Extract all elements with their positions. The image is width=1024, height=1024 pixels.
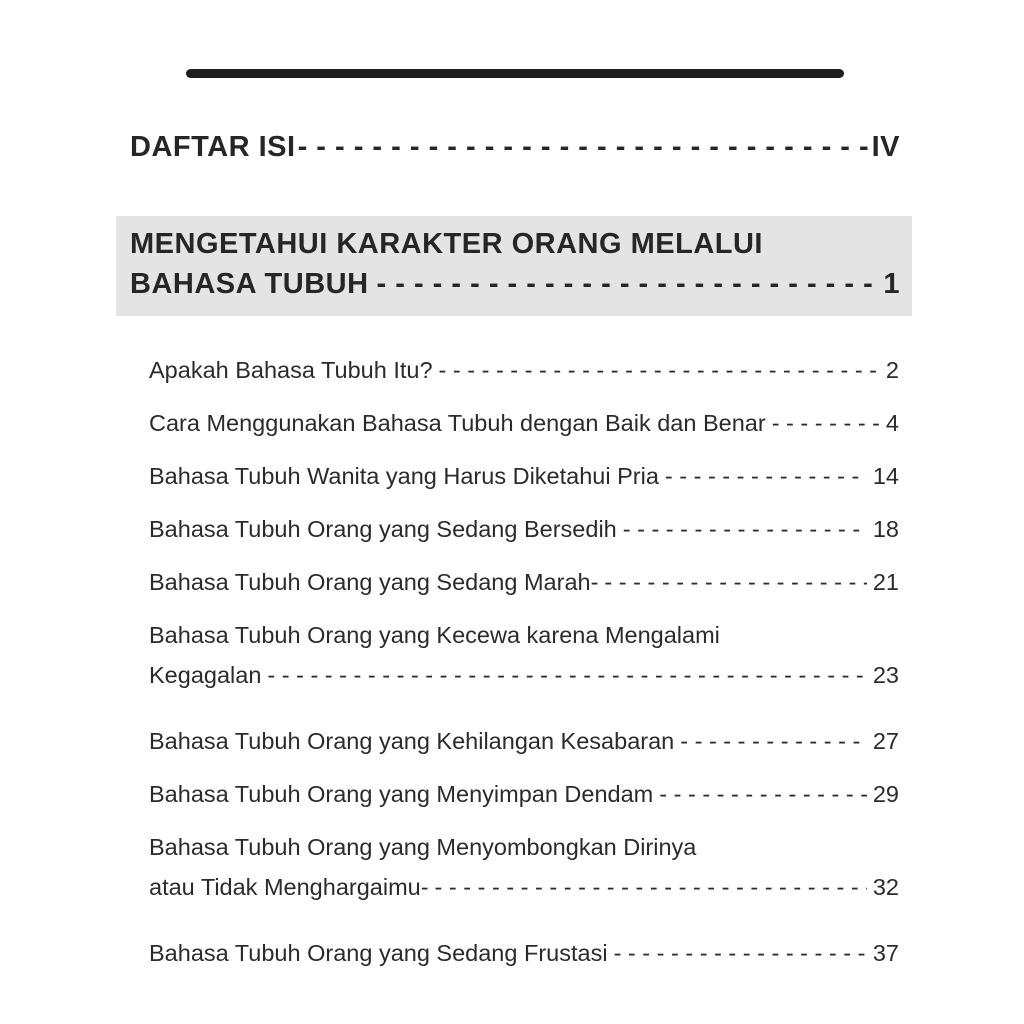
toc-entry-page: 32 [872, 874, 899, 900]
section-title-line1: MENGETAHUI KARAKTER ORANG MELALUI [130, 228, 763, 260]
toc-entry[interactable] [149, 350, 899, 403]
toc-entry-title: Bahasa Tubuh Orang yang Menyimpan Dendam [149, 781, 654, 807]
dot-leader [665, 456, 867, 496]
toc-entry-page: 37 [872, 940, 899, 966]
toc-entry[interactable] [149, 827, 899, 933]
dot-leader [772, 403, 880, 443]
toc-section-heading[interactable] [130, 224, 900, 304]
toc-entry-daftar-isi[interactable] [130, 127, 900, 167]
toc-entry-title-line2: atau Tidak Menghargaimu- [149, 874, 429, 900]
dot-leader [267, 655, 866, 695]
section-title-line2: BAHASA TUBUH [130, 268, 369, 300]
toc-entry-title: Cara Menggunakan Bahasa Tubuh dengan Baik dan Benar [149, 410, 766, 436]
toc-entry-title-line1: Bahasa Tubuh Orang yang Menyombongkan Dirinya [149, 834, 697, 860]
dot-leader [435, 867, 867, 907]
toc-entry-title-line1: Bahasa Tubuh Orang yang Kecewa karena Mengalami [149, 622, 720, 648]
toc-entry-page: 4 [885, 410, 899, 436]
toc-entry-title: Apakah Bahasa Tubuh Itu? [149, 357, 433, 383]
toc-entry-title: Bahasa Tubuh Wanita yang Harus Diketahui Pria [149, 463, 659, 489]
toc-entry-page: 18 [872, 516, 899, 542]
toc-entry[interactable] [149, 774, 899, 827]
toc-entry[interactable] [149, 509, 899, 562]
toc-entry-title: Bahasa Tubuh Orang yang Sedang Frustasi [149, 940, 608, 966]
dot-leader [614, 933, 867, 973]
dot-leader [377, 264, 880, 304]
toc-entry-page: 27 [872, 728, 899, 754]
toc-entry[interactable] [149, 456, 899, 509]
toc-entries-list [149, 350, 899, 986]
dot-leader [623, 509, 867, 549]
toc-entry-page: 23 [872, 662, 899, 688]
toc-entry-title-line2: Kegagalan [149, 662, 262, 688]
toc-entry-page: 2 [885, 357, 899, 383]
toc-entry-title: Bahasa Tubuh Orang yang Kehilangan Kesabaran [149, 728, 675, 754]
toc-entry-page: 14 [872, 463, 899, 489]
toc-entry[interactable] [149, 615, 899, 721]
dot-leader [439, 350, 880, 390]
dot-leader [659, 774, 867, 814]
toc-entry[interactable] [149, 562, 899, 615]
toc-entry-page: IV [871, 131, 900, 163]
toc-entry[interactable] [149, 721, 899, 774]
toc-entry[interactable] [149, 403, 899, 456]
toc-entry-page: 21 [872, 569, 899, 595]
toc-entry-title: Bahasa Tubuh Orang yang Sedang Marah- [149, 569, 599, 595]
toc-entry-title: Bahasa Tubuh Orang yang Sedang Bersedih [149, 516, 617, 542]
dot-leader [604, 562, 866, 602]
section-page: 1 [883, 268, 900, 300]
dot-leader [680, 721, 867, 761]
toc-entry[interactable] [149, 933, 899, 986]
toc-entry-page: 29 [872, 781, 899, 807]
toc-entry-title: DAFTAR ISI [130, 131, 296, 163]
dot-leader [298, 127, 868, 167]
top-rule [186, 69, 844, 78]
